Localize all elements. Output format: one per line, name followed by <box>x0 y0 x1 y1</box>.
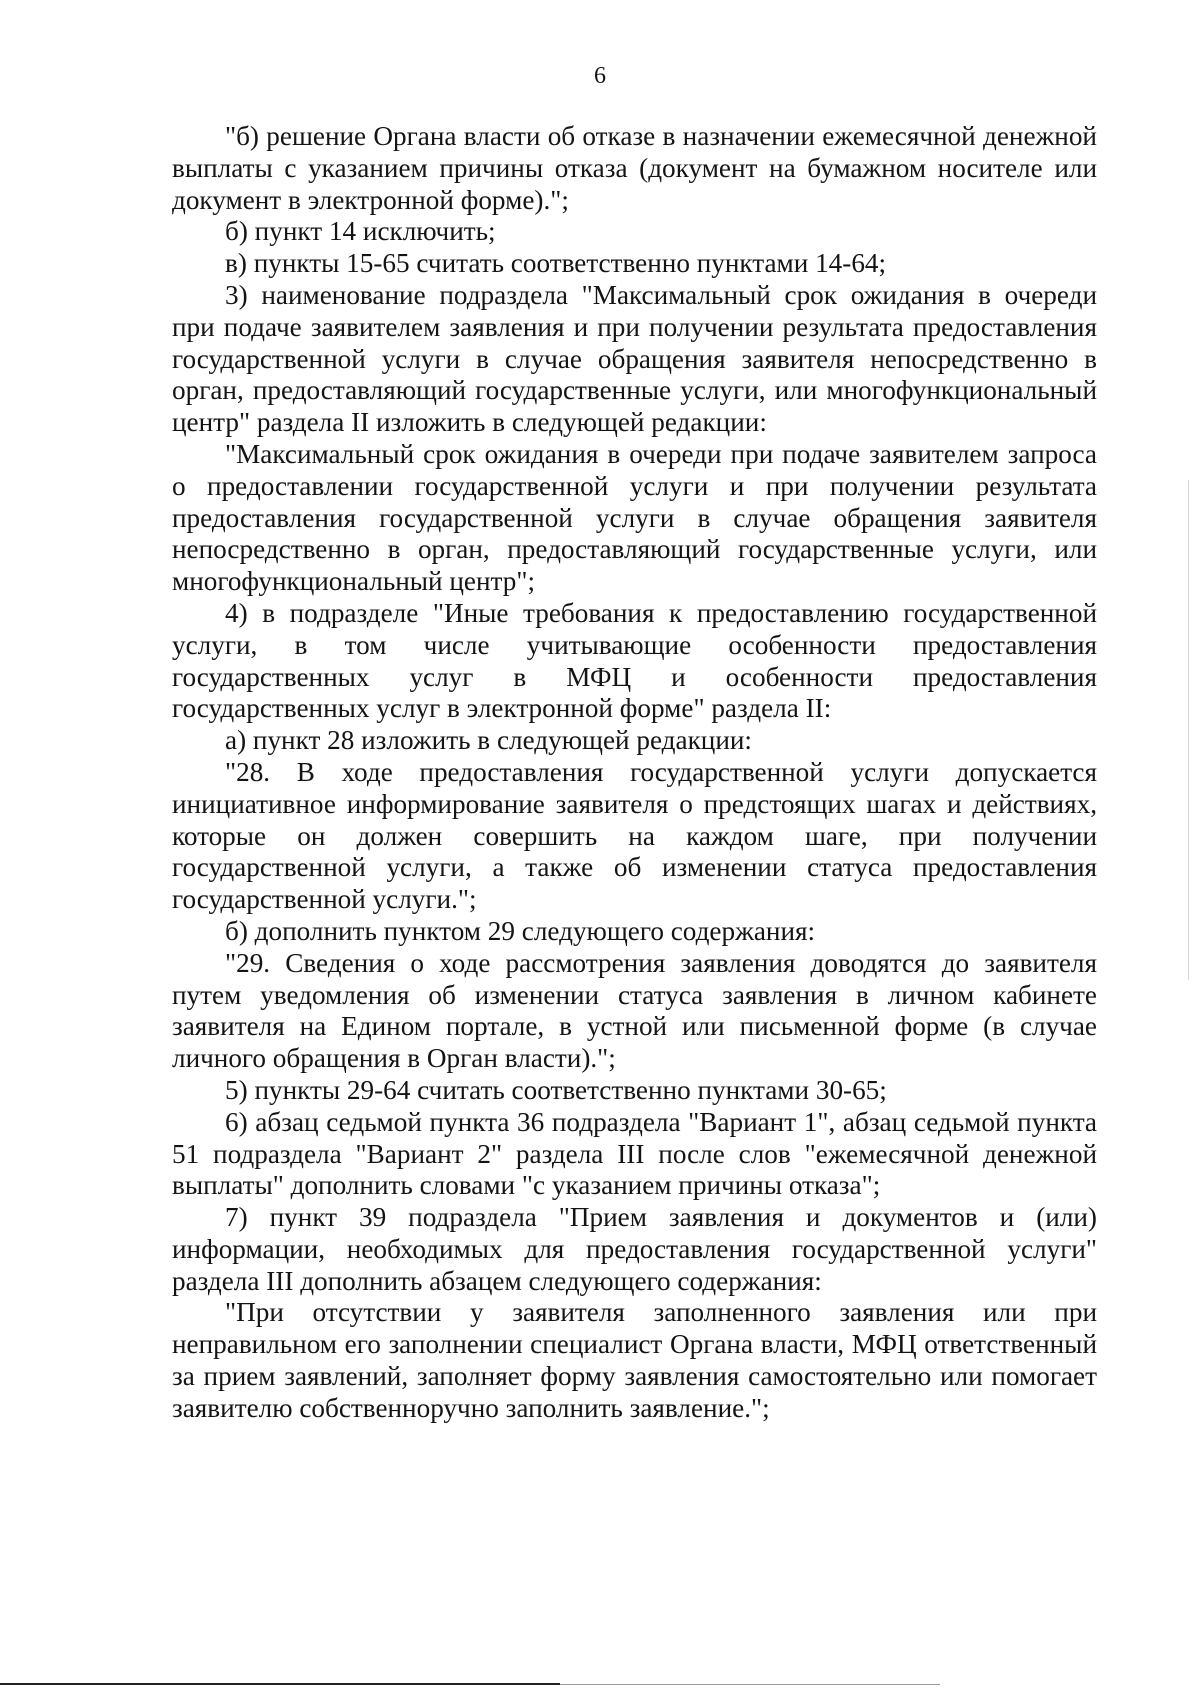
scan-edge-mark <box>1188 480 1189 980</box>
page-number: 6 <box>594 63 606 89</box>
paragraph-point-28-text: "28. В ходе предоставления государственной услуги допускается инициативное информирование заявителя о предстоящих шагах и действиях, которые он должен совершить на каждом шаге, при получении государственной услуги, а также об изменении статуса предоставления государственной услуги."; <box>172 756 1097 915</box>
scan-bottom-line <box>0 1683 560 1685</box>
paragraph-item-3: 3) наименование подраздела "Максимальный срок ожидания в очереди при подаче заявителем заявления и при получении результата предоставления государственной услуги в случае обращения заявителя непосредственно в орган, предоставляющий государственные услуги, или многофункциональный центр" раздела II изложить в следующей редакции: <box>172 279 1097 438</box>
scan-bottom-line-faint <box>560 1684 940 1685</box>
paragraph-item-7: 7) пункт 39 подраздела "Прием заявления и документов и (или) информации, необходимых для предоставления государственной услуги" раздела III дополнить абзацем следующего содержания: <box>172 1202 1097 1296</box>
paragraph-item-5: 5) пункты 29-64 считать соответственно пунктами 30-65; <box>225 1074 887 1105</box>
paragraph-item-4b: б) дополнить пунктом 29 следующего содержания: <box>225 915 816 946</box>
paragraph-item-4: 4) в подразделе "Иные требования к предоставлению государственной услуги, в том числе учитывающие особенности предоставления государственных услуг в МФЦ и особенности предоставления государственных услуг в электронной форме" раздела II: <box>172 597 1097 724</box>
paragraph-point-29-text: "29. Сведения о ходе рассмотрения заявления доводятся до заявителя путем уведомления об изменении статуса заявления в личном кабинете заявителя на Едином портале, в устной или письменной форме (в случае личного обращения в Орган власти)."; <box>172 947 1097 1074</box>
paragraph-renumber-15-65: в) пункты 15-65 считать соответственно пунктами 14-64; <box>225 248 887 279</box>
paragraph-new-subsection-title: "Максимальный срок ожидания в очереди при подаче заявителем запроса о предоставлении государственной услуги и при получении результата предоставления государственной услуги в случае обращения заявителя непосредственно в орган, предоставляющий государственные услуги, или многофункциональный центр"; <box>172 438 1097 597</box>
paragraph-new-paragraph-text: "При отсутствии у заявителя заполненного заявления или при неправильном его заполнении специалист Органа власти, МФЦ ответственный за прием заявлений, заполняет форму заявления самостоятельно или помогает заявителю собственноручно заполнить заявление."; <box>172 1297 1097 1423</box>
document-body <box>172 121 1097 1425</box>
paragraph-item-14-excluded: б) пункт 14 исключить; <box>225 216 496 247</box>
paragraph-item-4a: а) пункт 28 изложить в следующей редакции: <box>225 725 752 756</box>
paragraph-item-6: 6) абзац седьмой пункта 36 подраздела "Вариант 1", абзац седьмой пункта 51 подраздела "Вариант 2" раздела III после слов "ежемесячной денежной выплаты" дополнить словами "с указанием причины отказа"; <box>172 1106 1097 1201</box>
paragraph-decision-text: "б) решение Органа власти об отказе в назначении ежемесячной денежной выплаты с указанием причины отказа (документ на бумажном носителе или документ в электронной форме)."; <box>172 121 1097 215</box>
